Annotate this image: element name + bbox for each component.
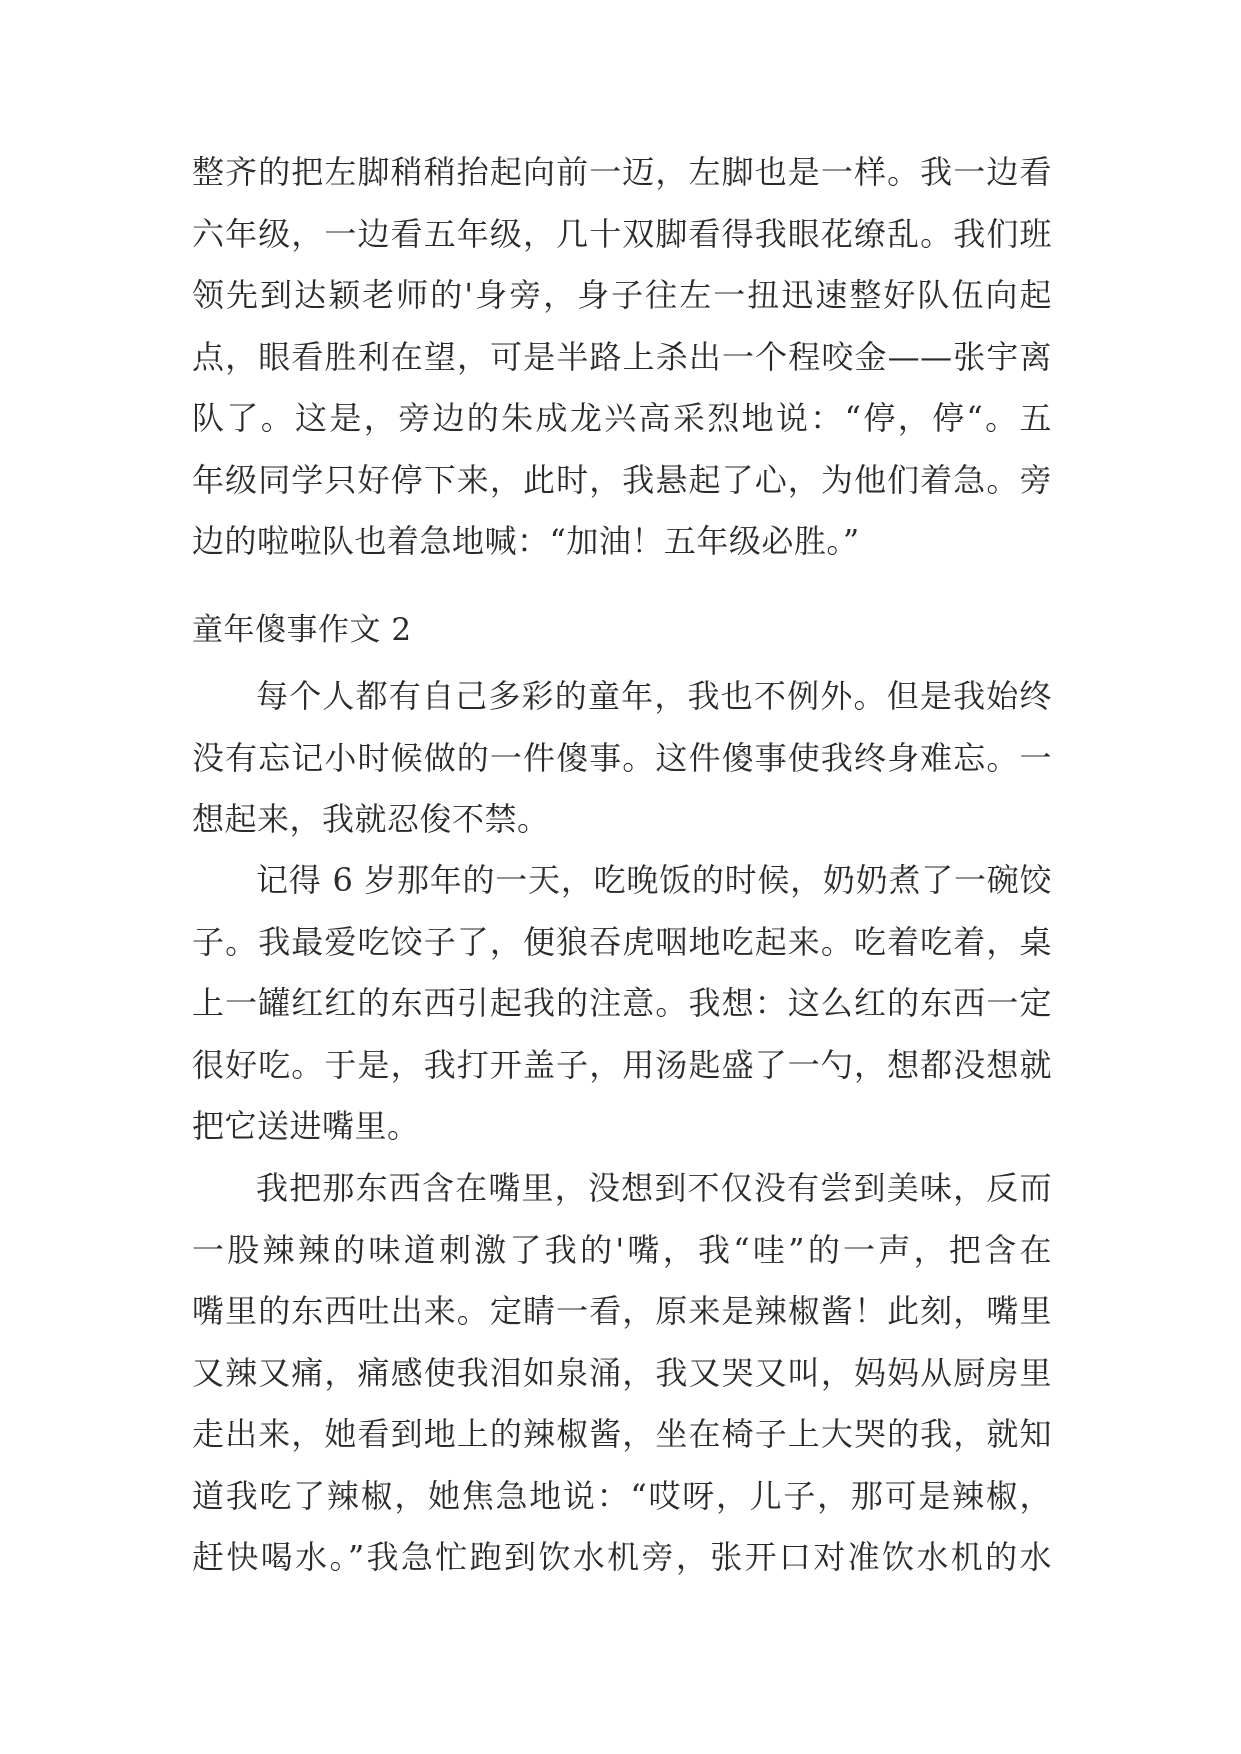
text-line: 没有忘记小时候做的一件傻事。这件傻事使我终身难忘。一 xyxy=(192,738,1052,777)
text-line: 嘴里的东西吐出来。定睛一看，原来是辣椒酱！此刻，嘴里 xyxy=(192,1292,1052,1330)
text-line: 整齐的把左脚稍稍抬起向前一迈，左脚也是一样。我一边看 xyxy=(192,153,1052,191)
text-line: 想起来，我就忍俊不禁。 xyxy=(192,800,550,838)
text-line: 点，眼看胜利在望，可是半路上杀出一个程咬金——张宇离 xyxy=(192,337,1052,376)
text-line: 一股辣辣的味道刺激了我的'嘴，我“哇”的一声，把含在 xyxy=(192,1230,1052,1269)
text-line: 记得 6 岁那年的一天，吃晚饭的时候，奶奶煮了一碗饺 xyxy=(256,861,1052,899)
paragraph-continued xyxy=(192,142,1052,573)
paragraph-2 xyxy=(192,850,1052,1158)
text-line: 道我吃了辣椒，她焦急地说：“哎呀，儿子，那可是辣椒， xyxy=(192,1476,1052,1515)
essay-title: 童年傻事作文 2 xyxy=(192,612,412,648)
text-line: 年级同学只好停下来，此时，我悬起了心，为他们着急。旁 xyxy=(192,460,1052,499)
text-line: 每个人都有自己多彩的童年，我也不例外。但是我始终 xyxy=(256,677,1052,715)
text-line: 上一罐红红的东西引起我的注意。我想：这么红的东西一定 xyxy=(192,984,1052,1022)
text-line: 把它送进嘴里。 xyxy=(192,1107,420,1145)
text-line: 又辣又痛，痛感使我泪如泉涌，我又哭又叫，妈妈从厨房里 xyxy=(192,1353,1052,1392)
text-line: 子。我最爱吃饺子了，便狼吞虎咽地吃起来。吃着吃着，桌 xyxy=(192,922,1052,961)
text-line: 我把那东西含在嘴里，没想到不仅没有尝到美味，反而 xyxy=(256,1169,1052,1207)
text-line: 赶快喝水。”我急忙跑到饮水机旁，张开口对准饮水机的水 xyxy=(192,1538,1052,1576)
text-line: 六年级，一边看五年级，几十双脚看得我眼花缭乱。我们班 xyxy=(192,214,1052,253)
paragraph-1 xyxy=(192,666,1052,851)
text-line: 边的啦啦队也着急地喊：“加油！五年级必胜。” xyxy=(192,522,860,560)
paragraph-3 xyxy=(192,1158,1052,1589)
text-line: 很好吃。于是，我打开盖子，用汤匙盛了一勺，想都没想就 xyxy=(192,1045,1052,1084)
text-line: 走出来，她看到地上的辣椒酱，坐在椅子上大哭的我，就知 xyxy=(192,1415,1052,1453)
text-line: 队了。这是，旁边的朱成龙兴高采烈地说：“停，停“。五 xyxy=(192,399,1052,437)
text-line: 领先到达颖老师的'身旁，身子往左一扭迅速整好队伍向起 xyxy=(192,276,1052,314)
